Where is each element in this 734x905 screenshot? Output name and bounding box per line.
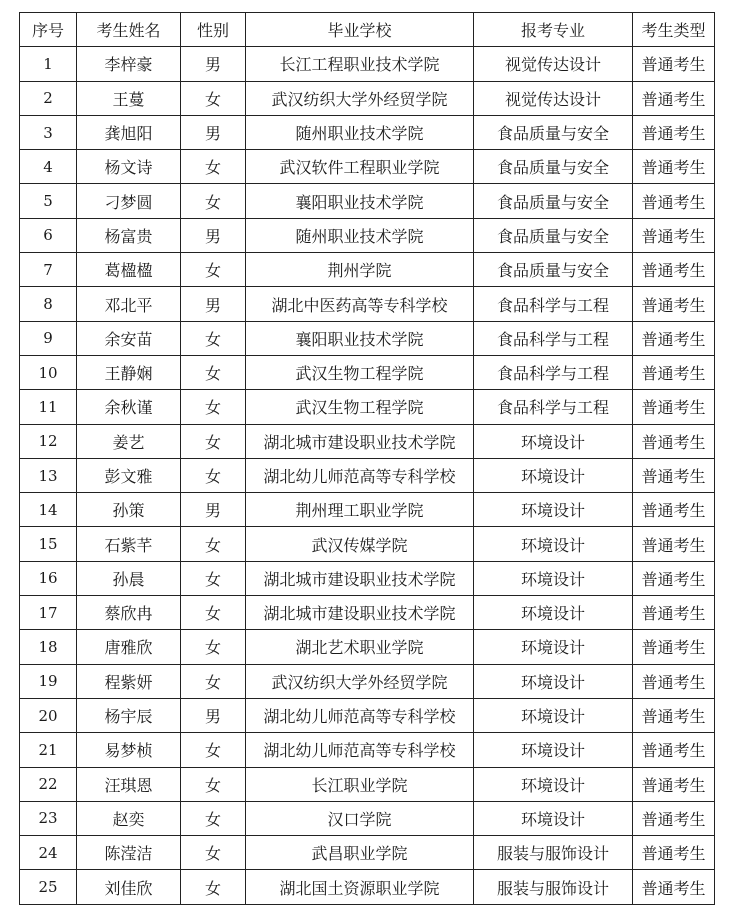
cell-index: 17 [20, 596, 77, 630]
cell-index: 16 [20, 561, 77, 595]
table-row [20, 47, 715, 81]
cell-major: 环境设计 [474, 733, 633, 767]
cell-school: 湖北艺术职业学院 [246, 630, 474, 664]
cell-type: 普通考生 [633, 630, 715, 664]
cell-major: 食品质量与安全 [474, 150, 633, 184]
cell-type: 普通考生 [633, 321, 715, 355]
cell-name: 杨宇辰 [77, 698, 181, 732]
cell-index: 15 [20, 527, 77, 561]
cell-name: 余安苗 [77, 321, 181, 355]
cell-school: 汉口学院 [246, 801, 474, 835]
cell-gender: 女 [181, 81, 246, 115]
header-index: 序号 [20, 13, 77, 47]
table-row [20, 253, 715, 287]
cell-school: 武汉纺织大学外经贸学院 [246, 664, 474, 698]
cell-school: 长江工程职业技术学院 [246, 47, 474, 81]
cell-school: 武昌职业学院 [246, 836, 474, 870]
cell-name: 易梦桢 [77, 733, 181, 767]
cell-gender: 女 [181, 733, 246, 767]
cell-gender: 女 [181, 664, 246, 698]
cell-index: 11 [20, 390, 77, 424]
cell-gender: 女 [181, 527, 246, 561]
cell-type: 普通考生 [633, 561, 715, 595]
cell-major: 环境设计 [474, 424, 633, 458]
cell-index: 23 [20, 801, 77, 835]
cell-type: 普通考生 [633, 767, 715, 801]
header-school: 毕业学校 [246, 13, 474, 47]
cell-name: 杨文诗 [77, 150, 181, 184]
cell-index: 3 [20, 115, 77, 149]
cell-gender: 女 [181, 424, 246, 458]
table-row [20, 767, 715, 801]
cell-name: 姜艺 [77, 424, 181, 458]
cell-major: 服装与服饰设计 [474, 870, 633, 904]
cell-name: 赵奕 [77, 801, 181, 835]
cell-major: 服装与服饰设计 [474, 836, 633, 870]
cell-type: 普通考生 [633, 596, 715, 630]
cell-school: 湖北幼儿师范高等专科学校 [246, 458, 474, 492]
cell-type: 普通考生 [633, 81, 715, 115]
cell-type: 普通考生 [633, 733, 715, 767]
cell-major: 环境设计 [474, 596, 633, 630]
cell-type: 普通考生 [633, 218, 715, 252]
cell-index: 24 [20, 836, 77, 870]
cell-name: 龚旭阳 [77, 115, 181, 149]
cell-major: 环境设计 [474, 493, 633, 527]
cell-type: 普通考生 [633, 801, 715, 835]
cell-gender: 女 [181, 184, 246, 218]
cell-major: 视觉传达设计 [474, 47, 633, 81]
cell-gender: 女 [181, 355, 246, 389]
cell-type: 普通考生 [633, 115, 715, 149]
table-row [20, 630, 715, 664]
cell-major: 环境设计 [474, 630, 633, 664]
cell-gender: 男 [181, 218, 246, 252]
cell-major: 环境设计 [474, 801, 633, 835]
cell-index: 20 [20, 698, 77, 732]
table-header-row [20, 13, 715, 47]
cell-name: 刘佳欣 [77, 870, 181, 904]
cell-gender: 男 [181, 287, 246, 321]
cell-school: 湖北幼儿师范高等专科学校 [246, 698, 474, 732]
cell-gender: 男 [181, 115, 246, 149]
cell-index: 1 [20, 47, 77, 81]
cell-school: 武汉传媒学院 [246, 527, 474, 561]
cell-major: 环境设计 [474, 664, 633, 698]
cell-index: 21 [20, 733, 77, 767]
cell-school: 湖北城市建设职业技术学院 [246, 596, 474, 630]
cell-name: 陈滢洁 [77, 836, 181, 870]
cell-name: 邓北平 [77, 287, 181, 321]
cell-name: 刁梦圆 [77, 184, 181, 218]
cell-name: 彭文雅 [77, 458, 181, 492]
cell-school: 随州职业技术学院 [246, 218, 474, 252]
cell-index: 22 [20, 767, 77, 801]
cell-major: 环境设计 [474, 767, 633, 801]
cell-index: 2 [20, 81, 77, 115]
cell-index: 18 [20, 630, 77, 664]
cell-index: 14 [20, 493, 77, 527]
cell-school: 武汉生物工程学院 [246, 390, 474, 424]
cell-name: 孙晨 [77, 561, 181, 595]
cell-school: 湖北城市建设职业技术学院 [246, 561, 474, 595]
table-row [20, 870, 715, 904]
cell-gender: 女 [181, 150, 246, 184]
cell-index: 13 [20, 458, 77, 492]
table-row [20, 81, 715, 115]
header-gender: 性别 [181, 13, 246, 47]
table-row [20, 733, 715, 767]
table-row [20, 355, 715, 389]
cell-gender: 女 [181, 458, 246, 492]
cell-index: 9 [20, 321, 77, 355]
cell-school: 武汉纺织大学外经贸学院 [246, 81, 474, 115]
table-row [20, 664, 715, 698]
cell-type: 普通考生 [633, 664, 715, 698]
cell-school: 长江职业学院 [246, 767, 474, 801]
cell-school: 荆州学院 [246, 253, 474, 287]
table-row [20, 390, 715, 424]
cell-major: 食品科学与工程 [474, 355, 633, 389]
table-row [20, 321, 715, 355]
cell-type: 普通考生 [633, 47, 715, 81]
cell-index: 4 [20, 150, 77, 184]
cell-school: 湖北中医药高等专科学校 [246, 287, 474, 321]
cell-major: 食品科学与工程 [474, 390, 633, 424]
cell-school: 湖北城市建设职业技术学院 [246, 424, 474, 458]
table-row [20, 527, 715, 561]
cell-name: 唐雅欣 [77, 630, 181, 664]
header-major: 报考专业 [474, 13, 633, 47]
cell-gender: 女 [181, 870, 246, 904]
cell-gender: 女 [181, 321, 246, 355]
table-row [20, 150, 715, 184]
cell-name: 葛楹楹 [77, 253, 181, 287]
cell-school: 武汉生物工程学院 [246, 355, 474, 389]
cell-index: 19 [20, 664, 77, 698]
cell-type: 普通考生 [633, 390, 715, 424]
cell-index: 6 [20, 218, 77, 252]
cell-school: 湖北幼儿师范高等专科学校 [246, 733, 474, 767]
cell-school: 随州职业技术学院 [246, 115, 474, 149]
cell-index: 7 [20, 253, 77, 287]
candidate-table [19, 12, 715, 905]
table-row [20, 561, 715, 595]
header-name: 考生姓名 [77, 13, 181, 47]
cell-gender: 男 [181, 493, 246, 527]
cell-gender: 女 [181, 836, 246, 870]
cell-major: 食品科学与工程 [474, 287, 633, 321]
cell-major: 环境设计 [474, 527, 633, 561]
table-row [20, 458, 715, 492]
cell-name: 汪琪恩 [77, 767, 181, 801]
cell-major: 食品质量与安全 [474, 184, 633, 218]
table-row [20, 596, 715, 630]
cell-index: 8 [20, 287, 77, 321]
cell-name: 石紫芊 [77, 527, 181, 561]
table-row [20, 287, 715, 321]
cell-gender: 女 [181, 596, 246, 630]
cell-gender: 女 [181, 561, 246, 595]
cell-type: 普通考生 [633, 458, 715, 492]
cell-type: 普通考生 [633, 836, 715, 870]
cell-name: 余秋谨 [77, 390, 181, 424]
cell-gender: 女 [181, 801, 246, 835]
cell-type: 普通考生 [633, 870, 715, 904]
cell-major: 环境设计 [474, 458, 633, 492]
cell-major: 环境设计 [474, 561, 633, 595]
cell-major: 食品科学与工程 [474, 321, 633, 355]
cell-school: 荆州理工职业学院 [246, 493, 474, 527]
cell-type: 普通考生 [633, 150, 715, 184]
cell-name: 王蔓 [77, 81, 181, 115]
cell-gender: 女 [181, 630, 246, 664]
cell-school: 襄阳职业技术学院 [246, 184, 474, 218]
table-body [20, 47, 715, 904]
cell-name: 杨富贵 [77, 218, 181, 252]
cell-name: 蔡欣冉 [77, 596, 181, 630]
cell-name: 王静娴 [77, 355, 181, 389]
cell-school: 湖北国土资源职业学院 [246, 870, 474, 904]
cell-type: 普通考生 [633, 287, 715, 321]
cell-type: 普通考生 [633, 184, 715, 218]
cell-name: 程紫妍 [77, 664, 181, 698]
cell-gender: 男 [181, 47, 246, 81]
table-row [20, 493, 715, 527]
cell-index: 10 [20, 355, 77, 389]
cell-type: 普通考生 [633, 253, 715, 287]
table-row [20, 184, 715, 218]
cell-gender: 男 [181, 698, 246, 732]
cell-index: 25 [20, 870, 77, 904]
cell-type: 普通考生 [633, 355, 715, 389]
cell-major: 食品质量与安全 [474, 253, 633, 287]
cell-major: 食品质量与安全 [474, 218, 633, 252]
cell-type: 普通考生 [633, 424, 715, 458]
cell-index: 12 [20, 424, 77, 458]
table-row [20, 698, 715, 732]
cell-major: 环境设计 [474, 698, 633, 732]
cell-major: 视觉传达设计 [474, 81, 633, 115]
cell-gender: 女 [181, 767, 246, 801]
table-row [20, 836, 715, 870]
cell-school: 武汉软件工程职业学院 [246, 150, 474, 184]
cell-type: 普通考生 [633, 698, 715, 732]
cell-index: 5 [20, 184, 77, 218]
cell-type: 普通考生 [633, 493, 715, 527]
table-row [20, 218, 715, 252]
header-type: 考生类型 [633, 13, 715, 47]
cell-school: 襄阳职业技术学院 [246, 321, 474, 355]
cell-gender: 女 [181, 253, 246, 287]
cell-gender: 女 [181, 390, 246, 424]
cell-major: 食品质量与安全 [474, 115, 633, 149]
table-row [20, 115, 715, 149]
table-row [20, 424, 715, 458]
table-row [20, 801, 715, 835]
cell-name: 孙策 [77, 493, 181, 527]
cell-type: 普通考生 [633, 527, 715, 561]
cell-name: 李梓豪 [77, 47, 181, 81]
